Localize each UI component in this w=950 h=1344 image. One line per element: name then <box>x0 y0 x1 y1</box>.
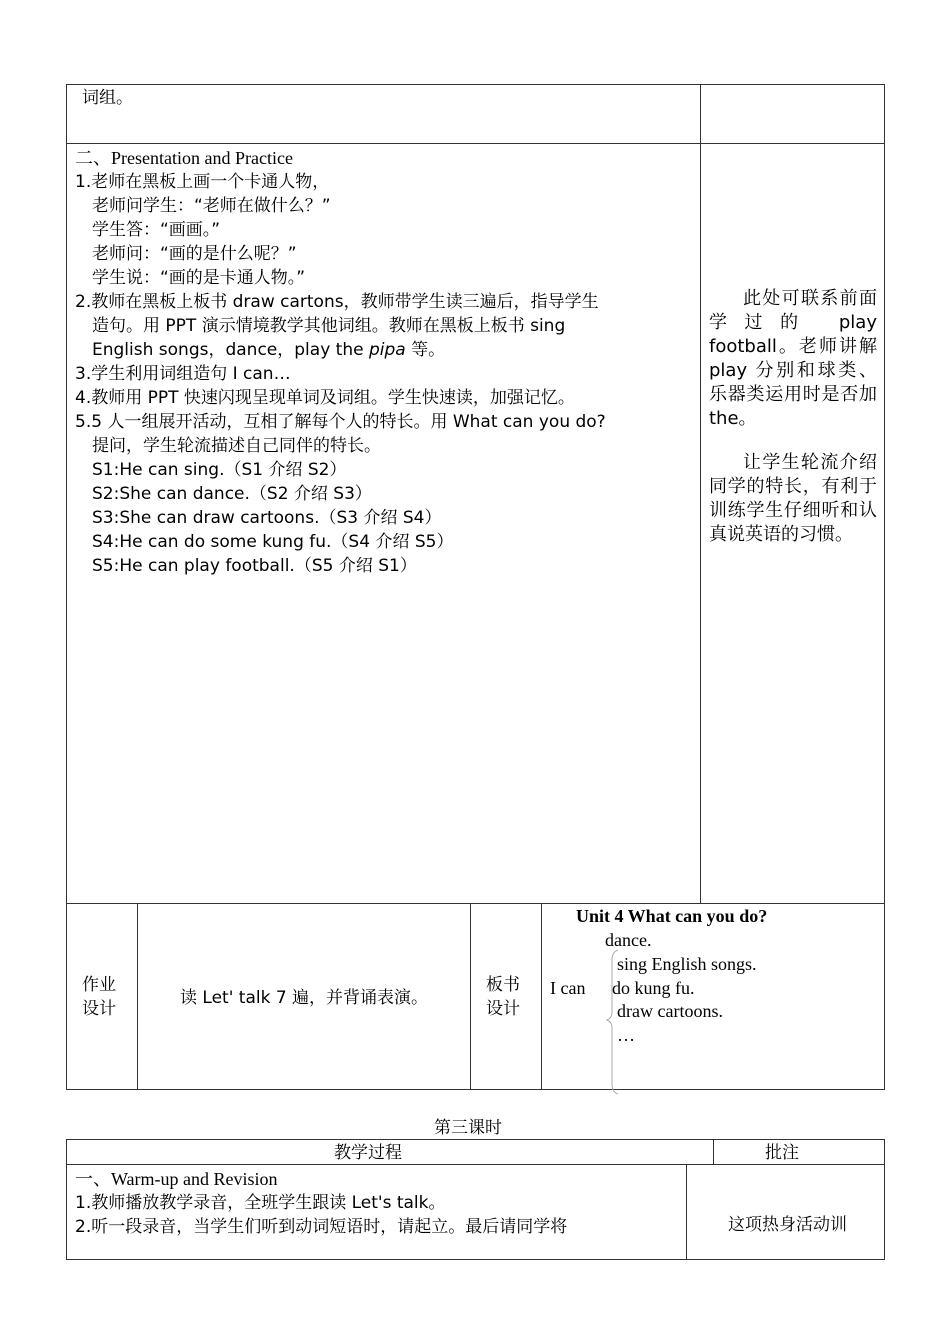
text-line: 老师问学生：“老师在做什么？” <box>92 196 331 216</box>
section-heading: 一、Warm-up and Revision <box>75 1169 278 1189</box>
pipa-italic: pipa <box>368 340 406 360</box>
text-line: S5:He can play football.（S5 介绍 S1） <box>92 556 417 576</box>
homework-label <box>82 973 116 1021</box>
text-line: 提问，学生轮流描述自己同伴的特长。 <box>92 436 381 456</box>
label-line: 板书 <box>486 975 520 995</box>
text-line: 4.教师用 PPT 快速闪现呈现单词及词组。学生快速读，加强记忆。 <box>75 388 575 408</box>
board-item: dance. <box>605 930 652 950</box>
section-title: 第三课时 <box>434 1118 502 1138</box>
board-item: … <box>617 1025 635 1045</box>
warmup-section <box>75 1167 567 1239</box>
text-line: 3.学生利用词组造句 I can… <box>75 364 291 384</box>
text-line: S1:He can sing.（S1 介绍 S2） <box>92 460 347 480</box>
text-line: 1.教师播放教学录音，全班学生跟读 Let's talk。 <box>75 1193 446 1213</box>
text-line: S2:She can dance.（S2 介绍 S3） <box>92 484 372 504</box>
text-line: 2.听一段录音，当学生们听到动词短语时，请起立。最后请同学将 <box>75 1217 568 1237</box>
board-title: Unit 4 What can you do? <box>576 906 768 926</box>
text-line: 2.教师在黑板上板书 draw cartons，教师带学生读三遍后，指导学生 <box>75 292 599 312</box>
note-paragraph: 此处可联系前面学过的 play football。老师讲解 play 分别和球类、乐器类运用时是否加 the。 <box>709 288 877 429</box>
header-process: 教学过程 <box>334 1143 402 1163</box>
board-label <box>486 973 520 1021</box>
board-item: draw cartoons. <box>617 1001 723 1021</box>
homework-text: 读 Let' talk 7 遍，并背诵表演。 <box>180 988 429 1008</box>
annotation-notes <box>709 287 877 547</box>
presentation-section <box>75 146 606 578</box>
note-paragraph: 让学生轮流介绍同学的特长，有利于训练学生仔细听和认真说英语的习惯。 <box>709 452 877 545</box>
note-text: 这项热身活动训 <box>728 1215 847 1235</box>
text-line: S3:She can draw cartoons.（S3 介绍 S4） <box>92 508 442 528</box>
label-line: 作业 <box>82 975 116 995</box>
board-item: sing English songs. <box>617 954 757 974</box>
board-i-can: I can <box>550 978 586 998</box>
text-line: 造句。用 PPT 演示情境教学其他词组。教师在黑板上板书 sing <box>92 316 566 336</box>
text-line: 1.老师在黑板上画一个卡通人物， <box>75 172 330 192</box>
label-line: 设计 <box>82 999 116 1019</box>
text-span: 等。 <box>405 340 446 360</box>
brace-icon <box>604 948 624 1096</box>
text-line: 学生答：“画画。” <box>92 220 221 240</box>
text-line <box>75 338 606 362</box>
text-line: 老师问：“画的是什么呢？” <box>92 244 297 264</box>
section-heading: 二、Presentation and Practice <box>75 148 293 168</box>
header-notes: 批注 <box>765 1143 799 1163</box>
text-line: S4:He can do some kung fu.（S4 介绍 S5） <box>92 532 454 552</box>
text-line: 5.5 人一组展开活动，互相了解每个人的特长。用 What can you do? <box>75 412 606 432</box>
board-item: do kung fu. <box>612 978 695 998</box>
text-line: 学生说：“画的是卡通人物。” <box>92 268 306 288</box>
text-span: English songs，dance，play the <box>92 340 369 360</box>
label-line: 设计 <box>486 999 520 1019</box>
row1-text: 词组。 <box>82 88 133 108</box>
